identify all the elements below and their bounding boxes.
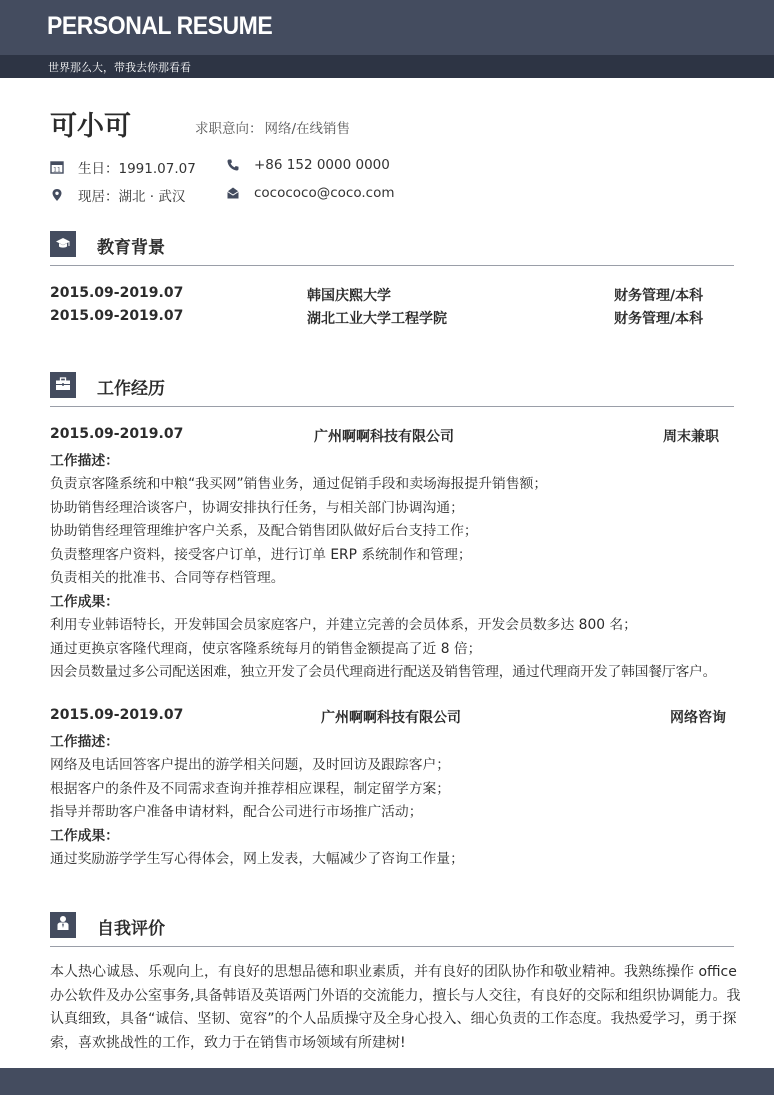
resume-subtitle: 世界那么大，带我去你那看看 xyxy=(48,61,191,74)
self-eval-badge xyxy=(50,912,76,938)
resume-title: PERSONAL RESUME xyxy=(47,12,273,40)
mail-icon xyxy=(226,186,240,200)
job1-result-line: 利用专业韩语特长，开发韩国会员家庭客户，并建立完善的会员体系，开发会员数多达 800 名； xyxy=(50,617,637,633)
education-section-header xyxy=(50,231,734,266)
edu-school-2: 湖北工业大学工程学院 xyxy=(307,311,447,327)
job2-desc-line: 指导并帮助客户准备申请材料，配合公司进行市场推广活动； xyxy=(50,804,423,820)
job1-period: 2015.09-2019.07 xyxy=(50,426,184,442)
edu-major-1: 财务管理/本科 xyxy=(614,288,704,304)
edu-major-2: 财务管理/本科 xyxy=(614,311,704,327)
education-badge xyxy=(50,231,76,257)
phone-icon xyxy=(226,158,240,172)
job2-desc-line: 根据客户的条件及不同需求查询并推荐相应课程，制定留学方案； xyxy=(50,781,451,797)
birth-text: 生日：1991.07.07 xyxy=(78,161,196,177)
job2-company: 广州啊啊科技有限公司 xyxy=(321,710,461,726)
phone-info xyxy=(226,157,390,173)
job1-desc-line: 协助销售经理管理维护客户关系，及配合销售团队做好后台支持工作； xyxy=(50,523,478,539)
edu-period-1: 2015.09-2019.07 xyxy=(50,285,184,301)
subtitle-bar xyxy=(0,55,774,78)
job1-desc-line: 负责京客隆系统和中粮“我买网”销售业务，通过促销手段和卖场海报提升销售额； xyxy=(50,476,548,492)
job1-company: 广州啊啊科技有限公司 xyxy=(314,429,454,445)
person-icon xyxy=(56,915,70,935)
self-eval-section-header xyxy=(50,912,734,947)
edu-period-2: 2015.09-2019.07 xyxy=(50,308,184,324)
job1-result-line: 因会员数量过多公司配送困难，独立开发了会员代理商进行配送及销售管理，通过代理商开发了韩国餐厅客户。 xyxy=(50,664,717,680)
person-name: 可小可 xyxy=(50,111,131,142)
svg-text:11: 11 xyxy=(53,166,61,174)
self-eval-title: 自我评价 xyxy=(97,919,165,939)
work-badge xyxy=(50,372,76,398)
job1-result-line: 通过更换京客隆代理商，使京客隆系统每月的销售金额提高了近 8 倍； xyxy=(50,641,482,657)
email-text: cocococo@coco.com xyxy=(254,185,395,201)
job2-desc-label: 工作描述： xyxy=(50,734,119,750)
job-intent xyxy=(193,117,350,137)
job2-desc-line: 网络及电话回答客户提出的游学相关问题，及时回访及跟踪客户； xyxy=(50,757,451,773)
education-title: 教育背景 xyxy=(97,238,165,258)
job1-role: 周末兼职 xyxy=(663,429,719,445)
job1-desc-line: 协助销售经理洽谈客户，协调安排执行任务，与相关部门协调沟通； xyxy=(50,500,464,516)
job1-desc-line: 负责整理客户资料，接受客户订单，进行订单 ERP 系统制作和管理； xyxy=(50,547,472,563)
job1-result-label: 工作成果： xyxy=(50,594,119,610)
self-eval-text: 本人热心诚恳、乐观向上，有良好的思想品德和职业素质，并有良好的团队协作和敬业精神。我熟练操作 office 办公软件及办公室事务,具备韩语及英语两门外语的交流能力，擅长与人交往，有良好的交际和组织协调能力。我认真细致，具备“诚信、坚韧、宽容”的个人品质操守及全身心投入、细心负责的工作态度。我热爱学习，勇于探索，喜欢挑战性的工作，致力于在销售市场领域有所建树! xyxy=(50,964,741,1051)
work-section-header xyxy=(50,372,734,407)
footer-bar xyxy=(0,1068,774,1095)
calendar-icon xyxy=(50,160,64,174)
phone-text: +86 152 0000 0000 xyxy=(254,157,390,173)
job2-period: 2015.09-2019.07 xyxy=(50,707,184,723)
email-info xyxy=(226,185,394,201)
location-text: 现居：湖北 · 武汉 xyxy=(78,189,186,205)
job2-result-line: 通过奖励游学学生写心得体会，网上发表，大幅减少了咨询工作量； xyxy=(50,851,464,867)
job2-role: 网络咨询 xyxy=(670,710,726,726)
job-intent-label: 求职意向： xyxy=(195,121,263,137)
job1-desc-label: 工作描述： xyxy=(50,453,119,469)
edu-school-1: 韩国庆熙大学 xyxy=(307,288,391,304)
job1-desc-line: 负责相关的批准书、合同等存档管理。 xyxy=(50,570,285,586)
job-intent-value: 网络/在线销售 xyxy=(264,121,351,137)
location-pin-icon xyxy=(50,188,64,202)
work-title: 工作经历 xyxy=(97,379,165,399)
briefcase-icon xyxy=(55,376,71,395)
header-bar xyxy=(0,0,774,55)
job2-result-label: 工作成果： xyxy=(50,828,119,844)
graduation-cap-icon xyxy=(55,235,71,254)
birth-info xyxy=(50,157,196,177)
location-info xyxy=(50,185,185,205)
